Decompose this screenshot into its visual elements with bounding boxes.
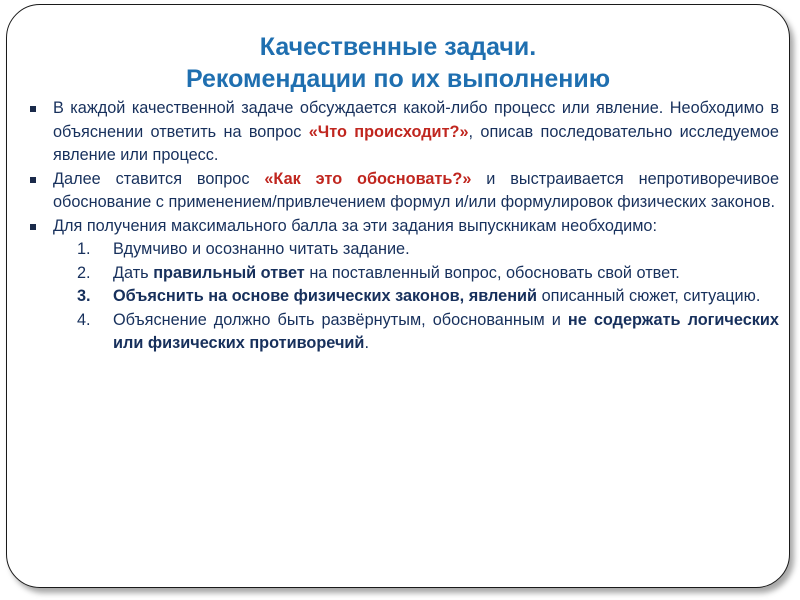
numbered-item-3: 3. Объяснить на основе физических законов, явлений описанный сюжет, ситуацию. [25,285,779,309]
bullet-item-3: Для получения максимального балла за эти задания выпускникам необходимо: [25,215,779,239]
item-number: 1. [77,240,91,258]
question-what-happens: «Что происходит?» [308,122,469,141]
item-number: 4. [77,310,91,329]
item-number: 3. [77,287,91,305]
numbered-item-1: 1. Вдумчиво и осознанно читать задание. [25,238,779,262]
title-line-2: Рекомендации по их выполнению [185,65,611,93]
bullet-square-icon [30,224,36,230]
numbered-item-2: 2. Дать правильный ответ на поставленный вопрос, обосновать свой ответ. [25,262,779,286]
slide-frame [6,4,790,588]
title-line-1: Качественные задачи. [259,33,537,61]
item-number: 2. [77,263,91,282]
numbered-item-4: 4. Объяснение должно быть развёрнутым, обоснованным и не содержать логических или физических противоречий. [77,310,779,352]
bullet-square-icon [30,177,36,183]
slide-title [7,31,789,95]
bullet-item-2: Далее ставится вопрос «Как это обосновать?» и выстраивается непротиворечивое обоснование с применением/привлечением формул и/или формулировок физических законов. [25,168,779,215]
slide-content [25,97,779,356]
bullet-item-1: В каждой качественной задаче обсуждается какой-либо процесс или явление. Необходимо в объяснении ответить на вопрос «Что происходит?», описав последовательно исследуемое явление или процесс. [25,97,779,168]
question-how-justify: «Как это обосновать?» [264,169,472,188]
bullet-square-icon [30,106,36,112]
numbered-list [25,238,779,356]
